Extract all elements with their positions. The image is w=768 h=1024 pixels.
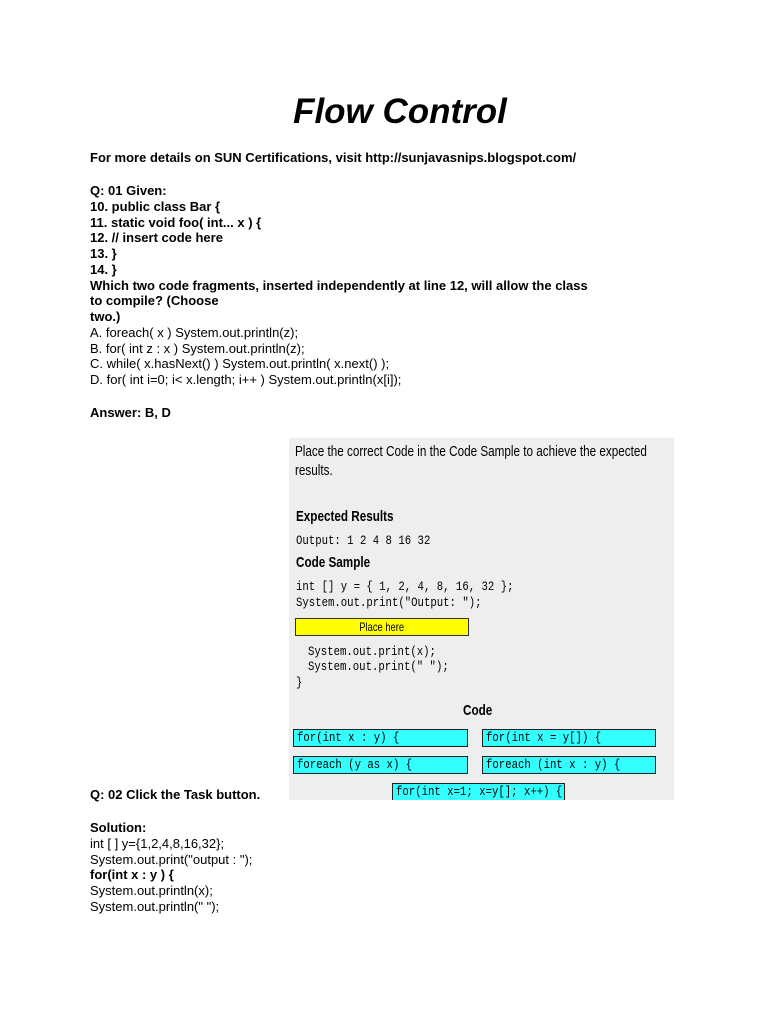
solution-line: System.out.println(x); [90, 883, 213, 899]
code-heading: Code [463, 702, 493, 719]
code-line: 11. static void foo( int... x ) { [90, 214, 262, 230]
answer-option-c: C. while( x.hasNext() ) System.out.println( x.next() ); [90, 356, 390, 372]
solution-line: for(int x : y ) { [90, 867, 174, 883]
expected-output: Output: 1 2 4 8 16 32 [296, 533, 431, 548]
code-sample-body-line: System.out.print(x); [308, 644, 436, 659]
question-1-header: Q: 01 Given: [90, 183, 167, 198]
page-title: Flow Control [293, 92, 507, 131]
code-line: 10. public class Bar { [90, 198, 221, 214]
question-2 [90, 787, 260, 803]
solution-line: System.out.print("output : "); [90, 851, 253, 867]
figure-instruction-line: Place the correct Code in the Code Sample to achieve the expected [295, 443, 647, 460]
task-figure [289, 438, 674, 800]
drop-placeholder: Place here [295, 618, 469, 636]
solution-line: System.out.println(" "); [90, 898, 220, 914]
question-text-line: two.) [90, 309, 121, 324]
code-line: 14. } [90, 261, 117, 277]
answer-text: Answer: B, D [90, 405, 171, 420]
answer-option-a: A. foreach( x ) System.out.println(z); [90, 324, 299, 340]
code-sample-closing-brace: } [296, 675, 303, 690]
solution-line: int [ ] y={1,2,4,8,16,32}; [90, 835, 225, 851]
code-line: 12. // insert code here [90, 230, 223, 246]
code-sample-line: System.out.print("Output: "); [296, 595, 482, 610]
code-option: for(int x=1; x=y[]; x++) { [392, 783, 565, 800]
question-1-answer [90, 405, 171, 421]
intro-line: For more details on SUN Certifications, visit http://sunjavasnips.blogspot.com/ [90, 150, 577, 165]
code-sample-line: int [] y = { 1, 2, 4, 8, 16, 32 }; [296, 579, 514, 594]
code-option: for(int x = y[]) { [482, 729, 656, 747]
code-line: 13. } [90, 246, 117, 261]
intro-text [90, 150, 576, 166]
answer-option-d: D. for( int i=0; i< x.length; i++ ) System.out.println(x[i]); [90, 372, 402, 387]
code-option: foreach (y as x) { [293, 756, 468, 774]
question-1 [90, 183, 588, 388]
answer-option-b: B. for( int z : x ) System.out.println(z); [90, 340, 305, 356]
code-sample-heading: Code Sample [296, 554, 371, 571]
solution [90, 820, 252, 915]
question-text-line: to compile? (Choose [90, 293, 219, 309]
code-option: for(int x : y) { [293, 729, 468, 747]
code-sample-body-line: System.out.print(" "); [308, 659, 449, 674]
question-2-header: Q: 02 Click the Task button. [90, 787, 261, 802]
solution-heading: Solution: [90, 820, 147, 835]
expected-results-heading: Expected Results [296, 508, 394, 525]
question-text-line: Which two code fragments, inserted independently at line 12, will allow the class [90, 277, 588, 293]
code-option: foreach (int x : y) { [482, 756, 656, 774]
figure-instruction-line: results. [295, 462, 333, 479]
